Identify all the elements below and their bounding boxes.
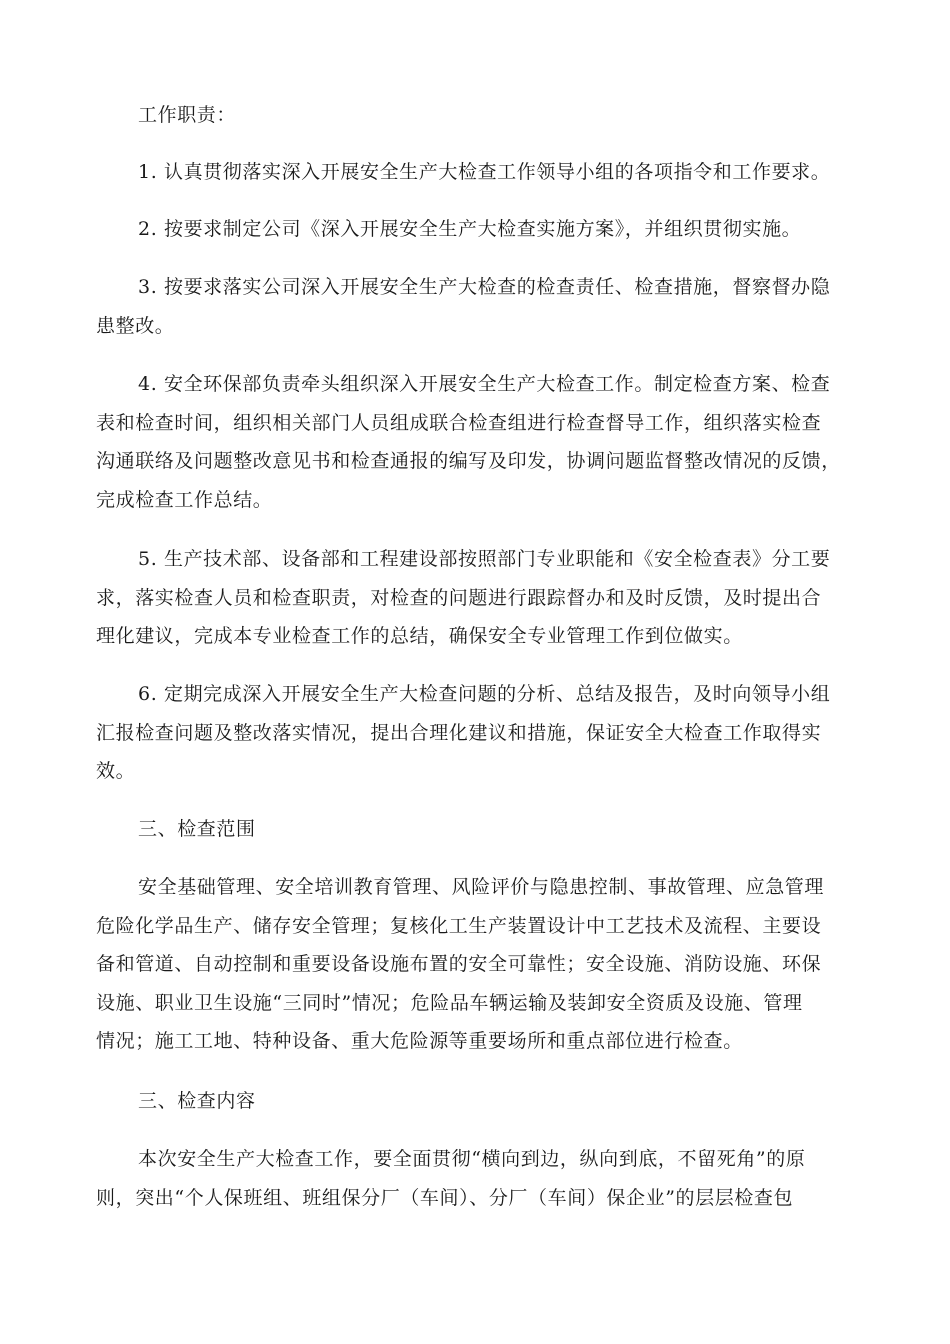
duty-line: 沟通联络及问题整改意见书和检查通报的编写及印发，协调问题监督整改情况的反馈， [96,450,841,472]
duty-line: 表和检查时间，组织相关部门人员组成联合检查组进行检查督导工作，组织落实检查 [96,411,822,434]
duty-item-2 [96,210,866,249]
duty-line: 5. 生产技术部、设备部和工程建设部按照部门专业职能和《安全检查表》分工要 [138,548,831,570]
duty-line: 求，落实检查人员和检查职责，对检查的问题进行跟踪督办和及时反馈，及时提出合 [96,586,822,609]
duty-line: 理化建议，完成本专业检查工作的总结，确保安全专业管理工作到位做实。 [96,625,743,647]
content-line: 则，突出“个人保班组、班组保分厂（车间）、分厂（车间）保企业”的层层检查包 [96,1186,794,1209]
duty-line: 效。 [96,760,136,782]
content-line: 本次安全生产大检查工作，要全面贯彻“横向到边，纵向到底，不留死角”的原 [138,1148,806,1170]
scope-line: 备和管道、自动控制和重要设备设施布置的安全可靠性；安全设施、消防设施、环保 [96,953,822,975]
heading-text: 三、检查范围 [138,818,256,840]
duty-item-5 [96,540,866,656]
duty-line: 汇报检查问题及整改落实情况，提出合理化建议和措施，保证安全大检查工作取得实 [96,721,822,744]
duty-line: 6. 定期完成深入开展安全生产大检查问题的分析、总结及报告，及时向领导小组 [138,683,831,705]
duty-line: 患整改。 [96,314,175,337]
duties-heading [138,96,908,135]
heading-text: 工作职责： [138,104,237,126]
duty-item-6 [96,675,866,791]
duty-line: 1. 认真贯彻落实深入开展安全生产大检查工作领导小组的各项指令和工作要求。 [138,161,831,183]
duty-line: 2. 按要求制定公司《深入开展安全生产大检查实施方案》，并组织贯彻实施。 [138,218,802,240]
heading-text: 三、检查内容 [138,1090,256,1112]
duty-line: 完成检查工作总结。 [96,488,273,511]
duty-line: 4. 安全环保部负责牵头组织深入开展安全生产大检查工作。制定检查方案、检查 [138,373,831,395]
scope-line: 情况；施工工地、特种设备、重大危险源等重要场所和重点部位进行检查。 [96,1030,743,1052]
duty-line: 3. 按要求落实公司深入开展安全生产大检查的检查责任、检查措施，督察督办隐 [138,276,831,298]
scope-line: 安全基础管理、安全培训教育管理、风险评价与隐患控制、事故管理、应急管理 [138,876,825,898]
duty-item-4 [96,365,866,519]
scope-line: 危险化学品生产、储存安全管理；复核化工生产装置设计中工艺技术及流程、主要设 [96,914,822,937]
duty-item-1 [96,153,866,192]
scope-paragraph [96,868,866,1061]
scope-line: 设施、职业卫生设施“三同时”情况；危险品车辆运输及装卸安全资质及设施、管理 [96,991,803,1014]
duty-item-3 [96,268,866,345]
content-heading [138,1082,908,1121]
content-paragraph [96,1140,866,1217]
scope-heading [138,810,908,849]
